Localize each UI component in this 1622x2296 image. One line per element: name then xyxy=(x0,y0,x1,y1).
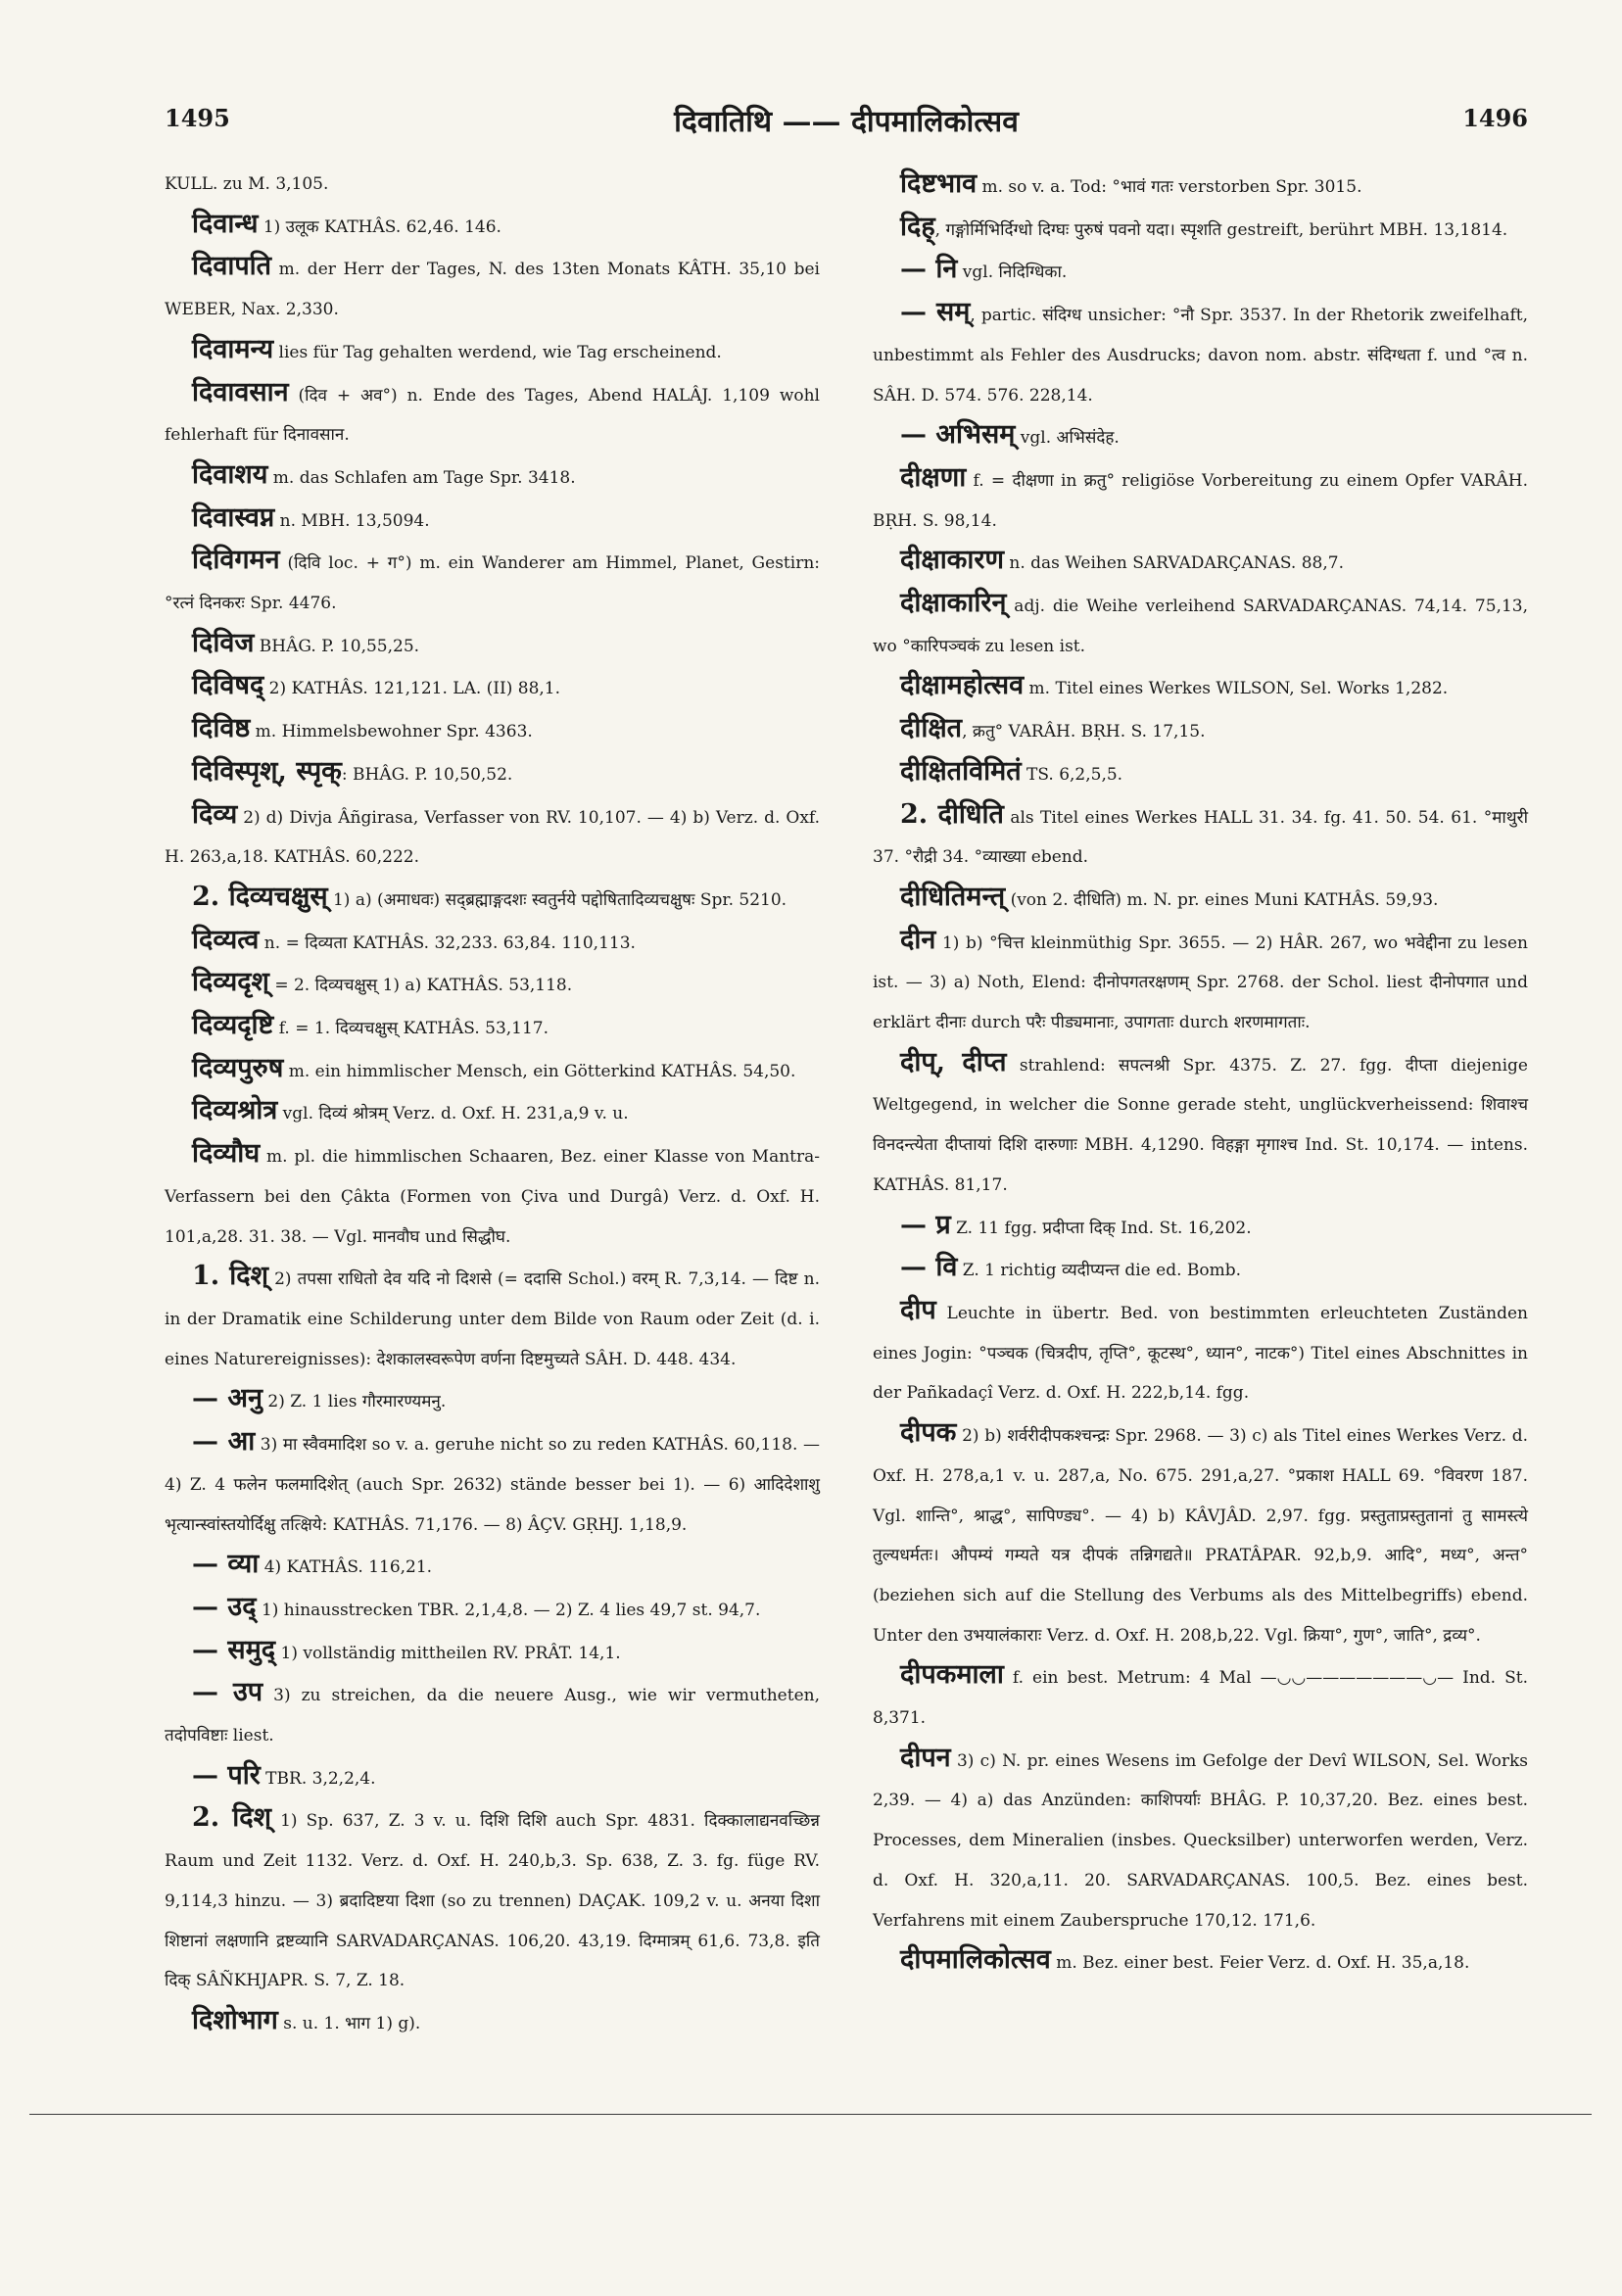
entry-headword: 1. दिश् xyxy=(192,1261,268,1292)
dictionary-entry xyxy=(873,1206,1528,1249)
entry-text: 3) मा स्वैवमादिश so v. a. geruhe nicht so zu reden KATHÂS. 60,118. — 4) Z. 4 फलेन फलमादिशेत् (auch Spr. 2632) stände besser bei 1). — 6) आदिदेशाशु भृत्यान्स्वांस्तयोर्दिक्षु तत्क्षिये: KATHÂS. 71,176. — 8) ÂÇV. GṚHJ. 1,18,9. xyxy=(165,1435,820,1535)
entry-headword: दिव्य xyxy=(192,798,238,830)
dictionary-entry xyxy=(873,415,1528,458)
entry-text: : BHÂG. P. 10,50,52. xyxy=(341,764,513,785)
entry-headword: दीक्षाकारण xyxy=(900,545,1004,576)
dictionary-entry xyxy=(873,1413,1528,1655)
dictionary-entry xyxy=(165,795,820,878)
dictionary-entry xyxy=(165,878,820,921)
entry-headword: — उप xyxy=(192,1677,263,1708)
entry-text: Z. 1 richtig व्यदीप्यन्त die ed. Bomb. xyxy=(957,1261,1242,1281)
entry-text: 2) KATHÂS. 121,121. LA. (II) 88,1. xyxy=(263,679,561,699)
entry-text: m. Titel eines Werkes WILSON, Sel. Works 1,282. xyxy=(1024,679,1449,699)
dictionary-entry xyxy=(165,1798,820,2001)
entry-text: adj. die Weihe verleihend SARVADARÇANAS. 74,14. 75,13, wo °कारिपञ्चकं zu lesen ist. xyxy=(873,597,1528,656)
entry-text: n. MBH. 13,5094. xyxy=(274,510,430,531)
page-number-left: 1495 xyxy=(165,104,230,132)
entry-headword: दीपमालिकोत्सव xyxy=(900,1944,1051,1976)
dictionary-entry xyxy=(873,584,1528,666)
dictionary-entry xyxy=(165,1049,820,1092)
entry-headword: दीप्, दीप्त xyxy=(900,1046,1007,1077)
dictionary-entry xyxy=(165,1379,820,1422)
entry-text: m. Bez. einer best. Feier Verz. d. Oxf. H. 35,a,18. xyxy=(1050,1953,1470,1974)
entry-text: vgl. दिव्यं श्रोत्रम् Verz. d. Oxf. H. 231,a,9 v. u. xyxy=(277,1104,629,1124)
bottom-rule xyxy=(29,2114,1592,2115)
entry-text: m. ein himmlischer Mensch, ein Götterkind KATHÂS. 54,50. xyxy=(283,1061,796,1081)
entry-text: 2) तपसा राधितो देव यदि नो दिशसे (= ददासि Schol.) वरम् R. 7,3,14. — दिष्ट n. in der Dramatik eine Schilderung unter dem Bilde von Raum oder Zeit (d. i. eines Naturereignisses): देशकालस्वरूपेण वर्णना दिष्टमुच्यते SÂH. D. 448. 434. xyxy=(165,1269,820,1369)
entry-text: KULL. zu M. 3,105. xyxy=(165,174,329,194)
entry-text: m. so v. a. Tod: °भावं गतः verstorben Spr. 3015. xyxy=(977,177,1362,197)
dictionary-entry xyxy=(873,541,1528,584)
dictionary-entry xyxy=(873,878,1528,921)
entry-text: f. ein best. Metrum: 4 Mal —◡◡———————◡— Ind. St. 8,371. xyxy=(873,1668,1528,1729)
entry-headword: — सम् xyxy=(900,297,971,328)
dictionary-entry xyxy=(165,1631,820,1674)
entry-text: (दिव + अव°) n. Ende des Tages, Abend HALÂJ. 1,109 wohl fehlerhaft für दिनावसान. xyxy=(165,385,820,446)
entry-text: f. = दीक्षणा in क्रतु° religiöse Vorbereitung zu einem Opfer VARÂH. BṚH. S. 98,14. xyxy=(873,470,1528,531)
dictionary-entry xyxy=(873,165,1528,208)
dictionary-entry xyxy=(873,795,1528,878)
entry-text: 2) d) Divja Âñgirasa, Verfasser von RV. 10,107. — 4) b) Verz. d. Oxf. H. 263,a,18. KATHÂS. 60,222. xyxy=(165,807,820,868)
dictionary-entry xyxy=(873,1248,1528,1291)
entry-text: (von 2. दीधिति) m. N. pr. eines Muni KATHÂS. 59,93. xyxy=(1005,889,1439,910)
entry-text: 3) zu streichen, da die neuere Ausg., wie wir vermutheten, तदोपविष्टाः liest. xyxy=(165,1686,820,1746)
entry-headword: — व्या xyxy=(192,1549,260,1580)
entry-text: 2) b) शर्वरीदीपकश्चन्द्रः Spr. 2968. — 3) c) als Titel eines Werkes Verz. d. Oxf. H. 278,a,1 v. u. 287,a, No. 675. 291,a,27. °प्रकाश HALL 69. °विवरण 187. Vgl. शान्ति°, श्राद्ध°, सापिण्ड्य°. — 4) b) KÂVJÂD. 2,97. fgg. प्रस्तुताप्रस्तुतानां तु सामस्त्ये तुल्यधर्मतः। औपम्यं गम्यते यत्र दीपकं तन्निगद्यते॥ PRATÂPAR. 92,b,9. आदि°, मध्य°, अन्त° (beziehen sich auf die Stellung des Verbums als des Mittelbegriffs) ebend. Unter den उभयालंकाराः Verz. d. Oxf. H. 208,b,22. Vgl. क्रिया°, गुण°, जाति°, द्रव्य°. xyxy=(873,1426,1528,1646)
entry-text: , partic. संदिग्ध unsicher: °नौ Spr. 3537. In der Rhetorik zweifelhaft, unbestimmt als Fehler des Ausdrucks; davon nom. abstr. संदिग्धता f. und °त्व n. SÂH. D. 574. 576. 228,14. xyxy=(873,306,1528,406)
dictionary-entry xyxy=(165,709,820,752)
entry-headword: दीक्षितविमितं xyxy=(900,755,1022,787)
entry-text: f. = 1. दिव्यचक्षुस् KATHÂS. 53,117. xyxy=(273,1019,549,1039)
entry-headword: दिव्यौघ xyxy=(192,1138,261,1170)
dictionary-entry xyxy=(165,752,820,795)
dictionary-entry xyxy=(165,455,820,499)
dictionary-entry xyxy=(165,499,820,542)
entry-headword: दिवामन्य xyxy=(192,333,274,364)
dictionary-entry xyxy=(873,709,1528,752)
entry-text: 2) Z. 1 lies गौरमारण्यमनु. xyxy=(262,1392,447,1412)
entry-headword: दिव्यश्रोत्र xyxy=(192,1095,278,1126)
dictionary-entry xyxy=(165,1006,820,1049)
dictionary-entry xyxy=(873,250,1528,293)
entry-headword: दीक्षणा xyxy=(900,461,967,493)
entry-headword: दिवापति xyxy=(192,251,272,282)
entry-headword: दिविगमन xyxy=(192,545,280,576)
entry-headword: दिवान्ध xyxy=(192,208,259,239)
entry-text: n. das Weihen SARVADARÇANAS. 88,7. xyxy=(1003,553,1344,574)
dictionary-entry xyxy=(165,624,820,667)
entry-text: TBR. 3,2,2,4. xyxy=(260,1768,376,1789)
dictionary-entry xyxy=(165,1257,820,1379)
entry-text: 1) hinausstrecken TBR. 2,1,4,8. — 2) Z. 4 lies 49,7 st. 94,7. xyxy=(256,1600,761,1620)
entry-text: m. pl. die himmlischen Schaaren, Bez. einer Klasse von Mantra-Verfassern bei den Çâkta (Formen von Çiva und Durgâ) Verz. d. Oxf. H. 101,a,28. 31. 38. — Vgl. मानवौघ und सिद्धौघ. xyxy=(165,1147,820,1247)
dictionary-entry xyxy=(873,752,1528,795)
page-number-right: 1496 xyxy=(1462,104,1528,132)
dictionary-entry xyxy=(873,458,1528,541)
entry-headword: दिव्यदृश् xyxy=(192,967,269,998)
entry-text: TS. 6,2,5,5. xyxy=(1021,764,1123,785)
entry-text: 1) उलूक KATHÂS. 62,46. 146. xyxy=(258,216,501,237)
entry-text: Z. 11 fgg. प्रदीप्ता दिक् Ind. St. 16,202. xyxy=(950,1218,1252,1238)
entry-text: vgl. अभिसंदेह. xyxy=(1015,428,1120,449)
dictionary-entry xyxy=(873,293,1528,415)
entry-headword: — समुद् xyxy=(192,1634,276,1665)
dictionary-entry xyxy=(165,1588,820,1631)
entry-text: = 2. दिव्यचक्षुस् 1) a) KATHÂS. 53,118. xyxy=(268,976,573,996)
entry-text: 1) a) (अमाधवः) सद्ब्रह्माङ्गदशः स्वतुर्नये पद्दोषितादिव्यचक्षुषः Spr. 5210. xyxy=(327,889,787,910)
entry-headword: दीक्षामहोत्सव xyxy=(900,670,1025,701)
entry-headword: दिष्टभाव xyxy=(900,168,978,199)
entry-headword: — प्र xyxy=(900,1209,951,1240)
entry-headword: दिवावसान xyxy=(192,376,289,407)
entry-text: 1) b) °चित्त kleinmüthig Spr. 3655. — 2) HÂR. 267, wo भवेद्दीना zu lesen ist. — 3) a) Noth, Elend: दीनोपगतरक्षणम् Spr. 2768. der Schol. liest दीनोपगात und erklärt दीनाः durch परैः पीड्यमानाः, उपागताः durch शरणमागताः. xyxy=(873,933,1528,1033)
page-header xyxy=(165,100,1528,139)
entry-text: 4) KATHÂS. 116,21. xyxy=(259,1557,433,1578)
entry-headword: दिव्यदृष्टि xyxy=(192,1010,274,1041)
dictionary-entry xyxy=(873,1655,1528,1738)
dictionary-entry xyxy=(873,1739,1528,1941)
entry-headword: दिविषद् xyxy=(192,670,264,701)
entry-text: 1) vollständig mittheilen RV. PRÂT. 14,1. xyxy=(275,1643,621,1663)
dictionary-entry xyxy=(873,1043,1528,1206)
entry-headword: दीक्षाकारिन् xyxy=(900,588,1007,619)
running-title: दिवातिथि —— दीपमालिकोत्सव xyxy=(674,105,1019,139)
left-column xyxy=(165,165,820,2044)
entry-text: vgl. निदिग्धिका. xyxy=(957,263,1068,283)
entry-headword: 2. दिश् xyxy=(192,1802,271,1834)
entry-text: lies für Tag gehalten werdend, wie Tag erscheinend. xyxy=(273,342,722,362)
entry-text: BHÂG. P. 10,55,25. xyxy=(254,636,420,656)
entry-headword: दीन xyxy=(900,924,936,955)
dictionary-entry xyxy=(165,666,820,709)
entry-text: strahlend: सपत्नश्री Spr. 4375. Z. 27. fgg. दीप्ता diejenige Weltgegend, in welcher die Sonne gerade steht, unglückverheissend: शिवाश्च विनदन्त्येता दीप्तायां दिशि दारुणाः MBH. 4,1290. विहङ्गा मृगाश्च Ind. St. 10,174. — intens. KATHÂS. 81,17. xyxy=(873,1055,1528,1195)
dictionary-entry xyxy=(165,541,820,623)
right-column xyxy=(873,165,1528,2044)
entry-headword: दिवास्वप्न xyxy=(192,502,275,533)
entry-headword: — उद् xyxy=(192,1591,257,1622)
entry-headword: — नि xyxy=(900,254,958,285)
dictionary-entry xyxy=(873,921,1528,1043)
dictionary-entry xyxy=(165,2001,820,2044)
entry-text: Leuchte in übertr. Bed. von bestimmten erleuchteten Zuständen eines Jogin: °पञ्चक (चित्रदीप, तृप्ति°, कूटस्थ°, ध्यान°, नाटक°) Titel eines Abschnittes in der Pañkadaçî Verz. d. Oxf. H. 222,b,14. fgg. xyxy=(873,1303,1528,1404)
dictionary-entry xyxy=(165,373,820,455)
entry-headword: — आ xyxy=(192,1426,256,1458)
dictionary-columns xyxy=(165,165,1528,2044)
entry-headword: दीपन xyxy=(900,1742,951,1773)
entry-headword: 2. दिव्यचक्षुस् xyxy=(192,881,328,912)
dictionary-entry xyxy=(873,208,1528,251)
entry-text: als Titel eines Werkes HALL 31. 34. fg. 41. 50. 54. 61. °माथुरी 37. °रौद्री 34. °व्याख्या ebend. xyxy=(873,807,1528,868)
entry-headword: — अभिसम् xyxy=(900,419,1016,451)
dictionary-entry xyxy=(873,1940,1528,1984)
dictionary-entry xyxy=(165,1091,820,1134)
dictionary-entry xyxy=(165,921,820,964)
entry-headword: 2. दीधिति xyxy=(900,798,1004,830)
entry-headword: दिह् xyxy=(900,211,935,242)
entry-text: 1) Sp. 637, Z. 3 v. u. दिशि दिशि auch Spr. 4831. दिक्कालाद्यनवच्छिन्न Raum und Zeit 1132. Verz. d. Oxf. H. 240,b,3. Sp. 638, Z. 3. fg. füge RV. 9,114,3 hinzu. — 3) ब्रदादिष्टया दिशा (so zu trennen) DAÇAK. 109,2 v. u. अनया दिशा शिष्टानां लक्षणानि द्रष्टव्यानि SARVADARÇANAS. 106,20. 43,19. दिग्मात्रम् 61,6. 73,8. इति दिक् SÂÑKHJAPR. S. 7, Z. 18. xyxy=(165,1811,821,1991)
entry-headword: दीप xyxy=(900,1294,936,1325)
dictionary-entry xyxy=(165,1756,820,1799)
entry-text: n. = दिव्यता KATHÂS. 32,233. 63,84. 110,113. xyxy=(259,933,636,953)
entry-headword: — वि xyxy=(900,1252,958,1283)
entry-text: m. Himmelsbewohner Spr. 4363. xyxy=(250,722,533,742)
entry-headword: दिशोभाग xyxy=(192,2004,278,2035)
dictionary-entry xyxy=(165,1545,820,1588)
entry-text: , गङ्गोर्मिभिर्दिग्धो दिग्घः पुरुषं पवनो यदा। स्पृशति gestreift, berührt MBH. 13,1814. xyxy=(934,219,1508,240)
entry-text: s. u. 1. भाग 1) g). xyxy=(277,2013,421,2033)
dictionary-entry xyxy=(165,1673,820,1755)
entry-headword: दिव्यपुरुष xyxy=(192,1052,284,1083)
entry-text: (दिवि loc. + ग°) m. ein Wanderer am Himmel, Planet, Gestirn: °रत्नं दिनकरः Spr. 4476. xyxy=(165,553,820,614)
entry-headword: दिवाशय xyxy=(192,458,268,490)
entry-text: m. der Herr der Tages, N. des 13ten Monats KÂTH. 35,10 bei WEBER, Nax. 2,330. xyxy=(165,260,820,320)
entry-headword: दीधितिमन्त् xyxy=(900,881,1006,912)
entry-headword: दिविष्ठ xyxy=(192,713,251,744)
dictionary-entry xyxy=(873,1291,1528,1413)
dictionary-entry xyxy=(873,666,1528,709)
entry-headword: दिविस्पृश्, स्पृक् xyxy=(192,755,342,787)
entry-headword: दीपक xyxy=(900,1417,957,1449)
dictionary-entry xyxy=(165,247,820,329)
dictionary-entry xyxy=(165,205,820,248)
entry-headword: दीपकमाला xyxy=(900,1659,1004,1691)
entry-text: 3) c) N. pr. eines Wesens im Gefolge der Devî WILSON, Sel. Works 2,39. — 4) a) das Anzünden: काशिपर्याः BHÂG. P. 10,37,20. Bez. eines best. Processes, dem Mineralien (insbes. Quecksilber) unterworfen werden, Verz. d. Oxf. H. 320,a,11. 20. SARVADARÇANAS. 100,5. Bez. eines best. Verfahrens mit einem Zauberspruche 170,12. 171,6. xyxy=(873,1750,1528,1931)
dictionary-entry xyxy=(165,330,820,373)
dictionary-entry xyxy=(165,963,820,1006)
entry-headword: — परि xyxy=(192,1759,261,1791)
entry-headword: — अनु xyxy=(192,1383,263,1414)
entry-headword: दिव्यत्व xyxy=(192,924,260,955)
entry-text: m. das Schlafen am Tage Spr. 3418. xyxy=(267,467,576,488)
entry-text: , क्रतु° VARÂH. BṚH. S. 17,15. xyxy=(962,722,1206,742)
entry-headword: दिविज xyxy=(192,627,255,658)
dictionary-entry xyxy=(165,1422,820,1545)
entry-headword: दीक्षित xyxy=(900,713,963,744)
dictionary-entry xyxy=(165,165,820,205)
dictionary-entry xyxy=(165,1134,820,1257)
